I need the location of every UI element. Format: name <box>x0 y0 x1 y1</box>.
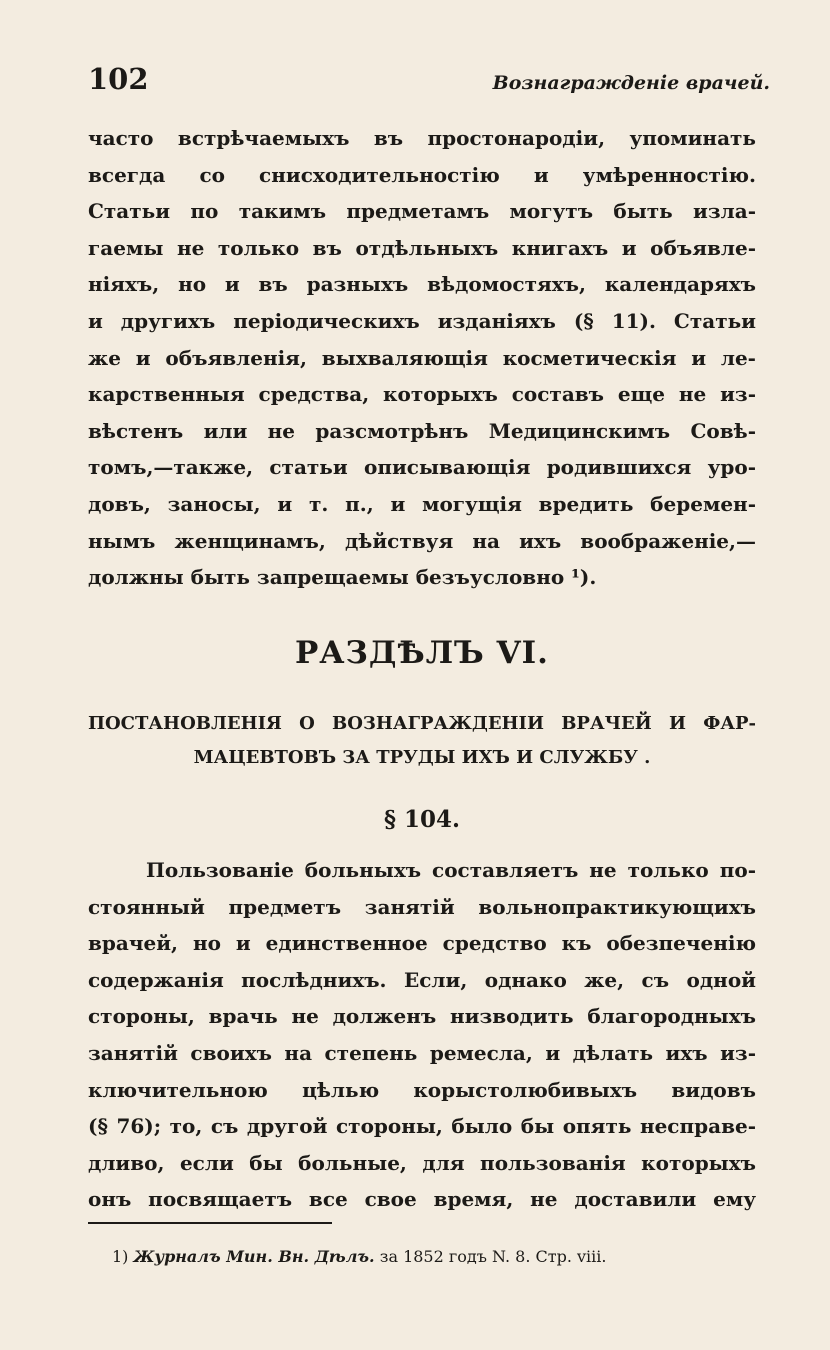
paragraph-continued <box>88 120 756 596</box>
section-title: РАЗДѢЛЪ VI. <box>295 635 549 671</box>
text-line: Статьи по такимъ предметамъ могутъ быть изла- <box>88 199 756 224</box>
text-line: гаемы не только въ отдѣльныхъ книгахъ и объявле- <box>88 235 756 260</box>
text-line: нымъ женщинамъ, дѣйствуя на ихъ воображеніе,— <box>88 528 756 553</box>
subtitle-line: ПОСТАНОВЛЕНІЯ О ВОЗНАГРАЖДЕНІИ ВРАЧЕЙ И ФАР- <box>88 713 756 734</box>
text-line: должны быть запрещаемы безъусловно ¹). <box>88 565 597 590</box>
text-line: томъ,—также, статьи описывающія родившихся уро- <box>88 455 756 480</box>
text-line: стороны, врачь не долженъ низводить благородныхъ <box>88 1004 756 1029</box>
text-line: всегда со снисходительностію и умѣренностію. <box>88 162 756 187</box>
section-subtitle <box>88 707 756 775</box>
footnote-marker: 1) <box>112 1247 129 1266</box>
text-line: стоянный предметъ занятій вольнопрактикующихъ <box>88 894 756 919</box>
page-header <box>88 62 770 102</box>
text-line: карственныя средства, которыхъ составъ еще не из- <box>88 382 756 407</box>
footnote-source: Журналъ Мин. Вн. Дѣлъ. <box>133 1247 375 1266</box>
text-line: дливо, если бы больные, для пользованія которыхъ <box>88 1150 756 1175</box>
text-line: Пользованіе больныхъ составляетъ не только по- <box>146 858 756 882</box>
text-line: вѣстенъ или не разсмотрѣнъ Медицинскимъ Совѣ- <box>88 418 756 443</box>
text-line: врачей, но и единственное средство къ обезпеченію <box>88 931 756 956</box>
text-line: довъ, заносы, и т. п., и могущія вредить беремен- <box>88 491 756 516</box>
text-line: часто встрѣчаемыхъ въ простонародіи, упоминать <box>88 126 756 150</box>
text-line: ключительною цѣлью корыстолюбивыхъ видовъ <box>88 1077 756 1102</box>
footnote <box>112 1247 607 1266</box>
text-line: ніяхъ, но и въ разныхъ вѣдомостяхъ, календаряхъ <box>88 272 756 297</box>
subtitle-line: МАЦЕВТОВЪ ЗА ТРУДЫ ИХЪ И СЛУЖБУ . <box>193 747 651 768</box>
text-line: и другихъ періодическихъ изданіяхъ (§ 11). Статьи <box>88 308 756 333</box>
text-line: содержанія послѣднихъ. Если, однако же, съ одной <box>88 967 756 992</box>
running-head: Вознагражденіе врачей. <box>492 72 770 94</box>
text-line: онъ посвящаетъ все свое время, не доставили ему <box>88 1187 756 1212</box>
paragraph-number: § 104. <box>383 806 461 833</box>
footnote-divider <box>88 1222 332 1224</box>
footnote-details: за 1852 годъ N. 8. Стр. viii. <box>379 1247 607 1266</box>
page-number: 102 <box>88 62 149 96</box>
text-line: же и объявленія, выхваляющія косметическія и ле- <box>88 345 756 370</box>
text-line: (§ 76); то, съ другой стороны, было бы опять несправе- <box>88 1114 756 1139</box>
paragraph-104 <box>88 852 756 1218</box>
text-line: занятій своихъ на степень ремесла, и дѣлать ихъ из- <box>88 1040 756 1065</box>
